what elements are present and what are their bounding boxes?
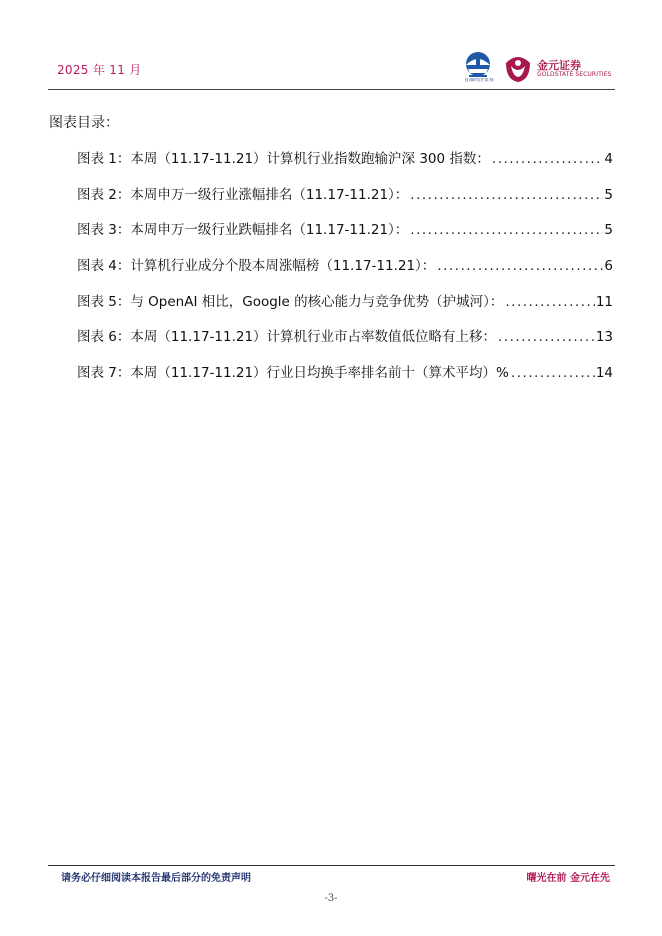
toc-entry-page: 4 bbox=[604, 151, 613, 167]
toc-entry[interactable] bbox=[77, 254, 613, 274]
toc-entry-title: 图表 6：本周（11.17-11.21）计算机行业市占率数值低位略有上移： bbox=[77, 329, 497, 346]
page-number: -3- bbox=[324, 893, 338, 904]
header-divider bbox=[48, 89, 615, 90]
footer-divider bbox=[48, 865, 615, 866]
toc-leader-dots bbox=[511, 365, 595, 381]
toc-leader-dots bbox=[498, 329, 595, 345]
toc-entry-title: 图表 7：本周（11.17-11.21）行业日均换手率排名前十（算术平均）% bbox=[77, 365, 509, 382]
brand-english-name: GOLDSTATE SECURITIES bbox=[537, 71, 612, 78]
toc-leader-dots bbox=[505, 294, 594, 310]
report-date: 2025 年 11 月 bbox=[57, 63, 142, 77]
partner-emblem-icon bbox=[455, 51, 501, 79]
toc-leader-dots bbox=[437, 258, 603, 274]
toc-entry[interactable] bbox=[77, 361, 613, 381]
toc-entry-page: 13 bbox=[595, 329, 613, 346]
brand-logo bbox=[503, 53, 615, 85]
toc-list bbox=[77, 147, 613, 397]
partner-logo-caption: 首都经济贸易 bbox=[463, 78, 494, 83]
brand-name: 金元证券 bbox=[537, 59, 581, 72]
toc-entry-title: 图表 5：与 OpenAI 相比，Google 的核心能力与竞争优势（护城河）： bbox=[77, 293, 504, 310]
toc-leader-dots bbox=[410, 222, 603, 238]
footer-disclaimer: 请务必仔细阅读本报告最后部分的免责声明 bbox=[61, 873, 251, 884]
toc-heading: 图表目录： bbox=[49, 115, 119, 131]
toc-entry-page: 5 bbox=[604, 186, 613, 203]
toc-entry-title: 图表 2：本周申万一级行业涨幅排名（11.17-11.21）： bbox=[77, 186, 409, 203]
toc-leader-dots bbox=[492, 151, 604, 167]
toc-entry-title: 图表 4：计算机行业成分个股本周涨幅榜（11.17-11.21）： bbox=[77, 258, 436, 275]
toc-entry-page: 11 bbox=[595, 293, 613, 310]
toc-entry[interactable] bbox=[77, 290, 613, 310]
toc-entry[interactable] bbox=[77, 147, 613, 167]
brand-emblem-icon bbox=[503, 54, 533, 84]
toc-leader-dots bbox=[410, 187, 603, 203]
partner-logo bbox=[455, 51, 501, 88]
toc-entry-title: 图表 3：本周申万一级行业跌幅排名（11.17-11.21）： bbox=[77, 222, 409, 239]
toc-entry-page: 5 bbox=[604, 222, 613, 239]
toc-entry-title: 图表 1：本周（11.17-11.21）计算机行业指数跑输沪深 300 指数： bbox=[77, 151, 490, 167]
toc-entry[interactable] bbox=[77, 183, 613, 203]
toc-entry[interactable] bbox=[77, 218, 613, 238]
toc-entry[interactable] bbox=[77, 325, 613, 345]
toc-entry-page: 6 bbox=[604, 258, 613, 275]
footer-slogan: 曙光在前 金元在先 bbox=[526, 873, 610, 884]
toc-entry-page: 14 bbox=[595, 365, 613, 382]
